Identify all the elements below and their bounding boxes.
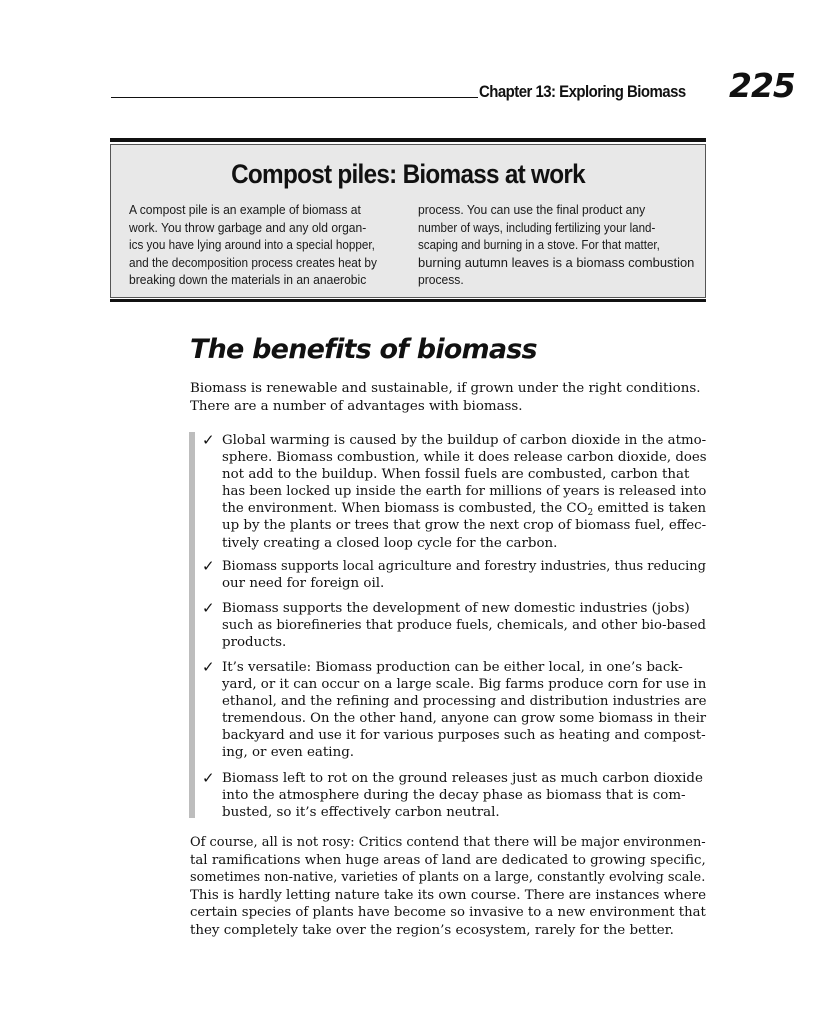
list-item-line: tremendous. On the other hand, anyone can grow some biomass in their [222,711,707,727]
list-item-line: sphere. Biomass combustion, while it does release carbon dioxide, does [222,450,707,466]
sidebar-column-left [129,201,404,289]
list-item-line: up by the plants or trees that grow the next crop of biomass fuel, effec- [222,518,707,534]
sidebar-bottom-rule [110,299,706,302]
list-item-line: yard, or it can occur on a large scale. Big farms produce corn for use in [222,677,707,693]
header-rule [111,97,478,98]
paragraph-line: they completely take over the region’s ecosystem, rarely for the better. [190,922,674,938]
sidebar-line: scaping and burning in a stove. For that matter, [418,237,660,252]
section-heading: The benefits of biomass [190,334,537,365]
paragraph-line: Of course, all is not rosy: Critics contend that there will be major environmen- [190,835,706,850]
list-item-line: into the atmosphere during the decay phase as biomass that is com- [222,788,686,804]
sidebar-line: number of ways, including fertilizing your land- [418,219,656,235]
sidebar-line: work. You throw garbage and any old organ- [129,219,367,235]
sidebar-line: A compost pile is an example of biomass at [129,202,361,217]
list-margin-bar [189,432,195,818]
sidebar-line: burning autumn leaves is a biomass combustion [418,254,695,270]
list-item-line: backyard and use it for various purposes such as heating and compost- [222,728,706,744]
sidebar-line: process. [418,272,464,287]
list-item-line: not add to the buildup. When fossil fuels are combusted, carbon that [222,467,690,483]
sidebar-top-rule [110,138,706,142]
list-item-line: tively creating a closed loop cycle for the carbon. [222,535,558,551]
sidebar-title: Compost piles: Biomass at work [231,159,585,189]
list-item-line: Biomass supports local agriculture and forestry industries, thus reducing [222,559,706,574]
list-item-line: products. [222,635,287,651]
sidebar-line: and the decomposition process creates heat by [129,254,377,270]
paragraph-line: Biomass is renewable and sustainable, if grown under the right conditions. [190,381,701,396]
list-item-line: ethanol, and the refining and processing and distribution industries are [222,694,707,710]
paragraph-line: There are a number of advantages with biomass. [190,398,523,414]
running-head [111,66,811,106]
list-item-line: It’s versatile: Biomass production can be either local, in one’s back- [222,660,683,675]
paragraph-line: sometimes non-native, varieties of plants on a large, constantly evolving scale. [190,870,706,885]
sidebar-line: ics you have lying around into a special hopper, [129,237,375,252]
list-item-line [222,500,707,517]
co2-text-before: the environment. When biomass is combusted, the CO [222,501,588,517]
list-item-line: Biomass left to rot on the ground releases just as much carbon dioxide [222,771,703,786]
list-item-line: ing, or even eating. [222,745,355,761]
checkmark-icon: ✓ [202,658,215,676]
page-number: 225 [729,66,795,105]
list-item-line: our need for foreign oil. [222,576,385,592]
paragraph-line: certain species of plants have become so invasive to a new environment that [190,905,706,920]
sidebar-box [110,144,706,298]
paragraph-line: tal ramifications when huge areas of land are dedicated to growing specific, [190,852,706,868]
checkmark-icon: ✓ [202,769,215,787]
sidebar-column-right [418,201,698,289]
list-item-line: busted, so it’s effectively carbon neutral. [222,805,500,821]
list-item-line: Biomass supports the development of new domestic industries (jobs) [222,601,690,616]
sidebar-line: process. You can use the final product any [418,202,646,217]
checkmark-icon: ✓ [202,431,215,449]
intro-paragraph [190,380,700,415]
checkmark-icon: ✓ [202,599,215,617]
co2-text-after: emitted is taken [593,501,707,517]
list-item-line: Global warming is caused by the buildup of carbon dioxide in the atmo- [222,433,707,448]
checkmark-icon: ✓ [202,557,215,575]
closing-paragraph [190,834,725,939]
list-item-line: such as biorefineries that produce fuels, chemicals, and other bio-based [222,618,706,634]
co2-subscript: 2 [587,508,594,519]
list-item-line: has been locked up inside the earth for millions of years is released into [222,484,707,500]
paragraph-line: This is hardly letting nature take its own course. There are instances where [190,887,706,903]
sidebar-line: breaking down the materials in an anaerobic [129,272,367,287]
chapter-title: Chapter 13: Exploring Biomass [479,82,686,101]
